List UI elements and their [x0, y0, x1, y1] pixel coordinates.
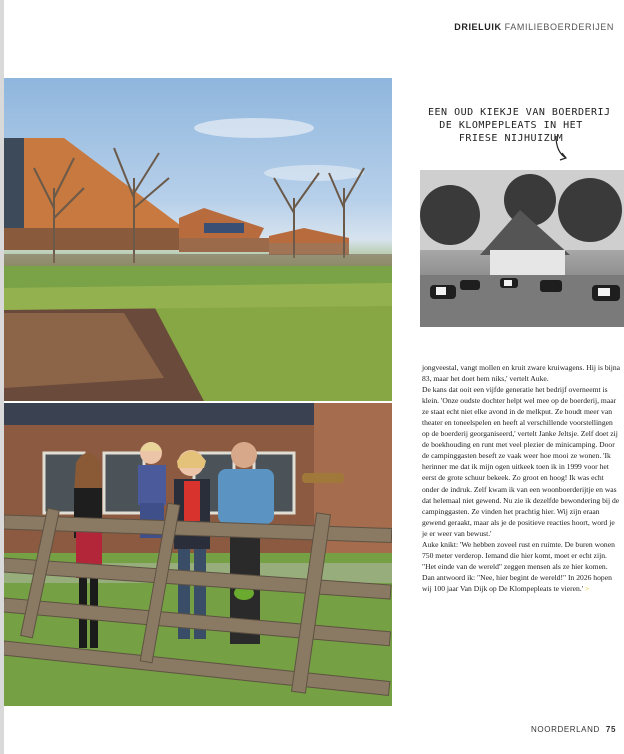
- end-mark: >: [584, 583, 590, 593]
- article-body: [422, 362, 622, 594]
- photo-family: [4, 403, 392, 706]
- section-header: [454, 22, 614, 32]
- section-subtitle: FAMILIEBOERDERIJEN: [504, 22, 614, 32]
- photo-old-farm: [420, 170, 624, 327]
- section-title: DRIELUIK: [454, 22, 502, 32]
- paragraph: jongveestal, vangt mollen en kruit zware kruiwagens. Hij is bijna 83, maar het doet hem niks,' vertelt Auke.: [422, 363, 621, 384]
- caption-line: DE KLOMPEPLEATS IN HET: [439, 120, 583, 131]
- caption-line: FRIESE NIJHUIZUM: [458, 133, 564, 144]
- page-footer: [531, 725, 616, 734]
- photo-farmhouse: [4, 78, 392, 401]
- page-number: 75: [605, 725, 616, 734]
- curved-arrow-down-icon: [552, 134, 576, 164]
- caption-line: EEN OUD KIEKJE VAN BOERDERIJ: [428, 107, 611, 118]
- paragraph: De kans dat ooit een vijfde generatie het bedrijf overneemt is klein. 'Onze oudste dochter helpt wel mee op de boerderij, maar ze staat echt niet elke avond in de melkput. Ze houdt meer van theater en toneelspelen en heeft al verschillende voorstellingen op de boerderij georganiseerd,' vertelt Janke Jeltsje. Zelf doet zij de boekhouding en runt met veel plezier de minicamping. Door de campinggasten beseft ze vaak weer hoe mooi ze wonen. 'Ik herinner me dat ik mijn ogen uitkeek toen ik in 1999 voor het eerst de grote schuur bekeek. Zo groot en hoog! Ik was echt onder de indruk. Zelf kwam ik van een woonboerderijtje en was dat helemaal niet gewend. Nu zie ik dezelfde bewondering bij de campinggasten. Ze vinden het prachtig hier. Wij zijn eraan gewend geraakt, maar als je de positieve reacties hoort, word je je er weer van bewust.': [422, 385, 620, 538]
- paragraph-text: Auke knikt: 'We hebben zoveel rust en ruimte. De buren wonen 750 meter verderop. Iemand die hier komt, moet er echt zijn. "Het einde van de wereld" zeggen mensen als ze hier komen. Dan antwoord ik: "Nee, hier begint de wereld!" In 2026 hopen wij 100 jaar Van Dijk op De Klompepleats te vieren.': [422, 539, 615, 593]
- magazine-page: [4, 0, 624, 754]
- magazine-name: NOORDERLAND: [531, 725, 600, 734]
- paragraph: [422, 539, 622, 594]
